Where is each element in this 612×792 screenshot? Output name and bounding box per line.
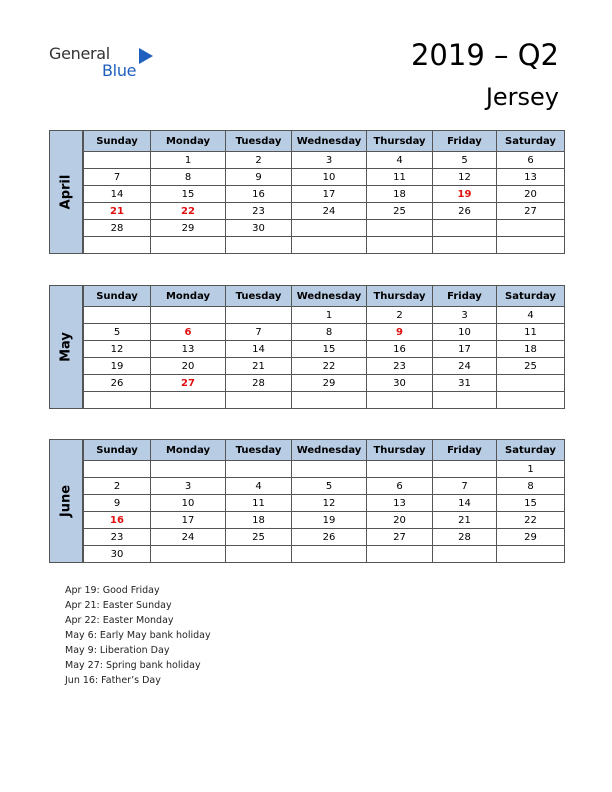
logo-blue-text: Blue (102, 61, 137, 80)
day-cell (226, 461, 292, 478)
month-calendar-june (49, 439, 564, 563)
day-cell: 5 (84, 324, 151, 341)
holiday-note: Apr 21: Easter Sunday (65, 600, 172, 611)
day-cell (292, 392, 367, 409)
day-cell (226, 546, 292, 563)
day-cell: 10 (433, 324, 497, 341)
day-cell: 17 (433, 341, 497, 358)
day-cell: 5 (292, 478, 367, 495)
week-row (84, 461, 565, 478)
day-cell (292, 546, 367, 563)
month-name: May (58, 332, 74, 362)
week-row (84, 186, 565, 203)
day-cell: 15 (292, 341, 367, 358)
week-row (84, 341, 565, 358)
day-cell (433, 461, 497, 478)
week-row (84, 478, 565, 495)
month-grid (83, 439, 565, 563)
day-cell (497, 237, 565, 254)
day-cell (84, 307, 151, 324)
day-cell: 13 (151, 341, 226, 358)
week-row (84, 324, 565, 341)
month-label (49, 285, 83, 409)
day-cell (367, 546, 433, 563)
day-cell: 28 (226, 375, 292, 392)
day-cell (151, 237, 226, 254)
day-cell (367, 392, 433, 409)
holiday-notes (65, 583, 211, 688)
day-cell: 12 (292, 495, 367, 512)
week-row (84, 358, 565, 375)
holiday-note: Apr 22: Easter Monday (65, 615, 174, 626)
day-cell: 11 (497, 324, 565, 341)
day-cell: 23 (226, 203, 292, 220)
day-cell: 26 (433, 203, 497, 220)
week-row (84, 237, 565, 254)
day-cell: 15 (151, 186, 226, 203)
day-cell: 29 (497, 529, 565, 546)
logo-general-text: General (49, 44, 110, 63)
day-cell: 2 (84, 478, 151, 495)
day-cell: 26 (292, 529, 367, 546)
holiday-note: May 27: Spring bank holiday (65, 660, 201, 671)
day-cell: 6 (367, 478, 433, 495)
day-cell: 29 (292, 375, 367, 392)
week-row (84, 495, 565, 512)
week-row (84, 512, 565, 529)
day-cell: 13 (367, 495, 433, 512)
day-cell: 8 (151, 169, 226, 186)
weekday-header: Monday (151, 440, 226, 461)
day-cell (497, 392, 565, 409)
day-cell (226, 307, 292, 324)
day-cell: 18 (497, 341, 565, 358)
day-cell: 24 (292, 203, 367, 220)
day-cell: 19 (84, 358, 151, 375)
day-cell: 5 (433, 152, 497, 169)
day-cell: 3 (433, 307, 497, 324)
region-title: Jersey (485, 83, 559, 111)
day-cell: 14 (433, 495, 497, 512)
day-cell: 27 (151, 375, 226, 392)
day-cell: 18 (226, 512, 292, 529)
day-cell: 19 (433, 186, 497, 203)
day-cell: 24 (433, 358, 497, 375)
month-label (49, 130, 83, 254)
week-row (84, 220, 565, 237)
day-cell: 22 (497, 512, 565, 529)
day-cell (367, 461, 433, 478)
day-cell: 21 (433, 512, 497, 529)
day-cell: 2 (367, 307, 433, 324)
day-cell (84, 392, 151, 409)
day-cell: 3 (151, 478, 226, 495)
month-calendar-april (49, 130, 564, 254)
weekday-header: Thursday (367, 286, 433, 307)
day-cell (151, 461, 226, 478)
day-cell: 11 (226, 495, 292, 512)
day-cell (367, 237, 433, 254)
day-cell: 15 (497, 495, 565, 512)
day-cell: 8 (497, 478, 565, 495)
day-cell: 27 (497, 203, 565, 220)
day-cell: 19 (292, 512, 367, 529)
weekday-header: Friday (433, 131, 497, 152)
day-cell: 21 (84, 203, 151, 220)
weekday-header: Tuesday (226, 286, 292, 307)
day-cell: 14 (84, 186, 151, 203)
day-cell: 20 (367, 512, 433, 529)
day-cell: 1 (497, 461, 565, 478)
weekday-header: Friday (433, 440, 497, 461)
weekday-header: Saturday (497, 440, 565, 461)
day-cell: 17 (151, 512, 226, 529)
day-cell: 9 (367, 324, 433, 341)
day-cell (226, 237, 292, 254)
weekday-header: Wednesday (292, 440, 367, 461)
day-cell: 10 (292, 169, 367, 186)
logo-triangle-icon (139, 48, 153, 64)
day-cell: 9 (84, 495, 151, 512)
day-cell: 18 (367, 186, 433, 203)
day-cell: 20 (151, 358, 226, 375)
day-cell: 12 (433, 169, 497, 186)
day-cell: 13 (497, 169, 565, 186)
day-cell: 21 (226, 358, 292, 375)
weekday-header: Friday (433, 286, 497, 307)
day-cell: 2 (226, 152, 292, 169)
holiday-note: May 9: Liberation Day (65, 645, 170, 656)
day-cell: 9 (226, 169, 292, 186)
day-cell: 23 (84, 529, 151, 546)
weekday-header: Monday (151, 286, 226, 307)
day-cell (433, 220, 497, 237)
day-cell (151, 392, 226, 409)
day-cell: 31 (433, 375, 497, 392)
day-cell: 16 (367, 341, 433, 358)
month-label (49, 439, 83, 563)
weekday-header: Monday (151, 131, 226, 152)
day-cell: 7 (84, 169, 151, 186)
weekday-header: Sunday (84, 440, 151, 461)
day-cell: 11 (367, 169, 433, 186)
day-cell (151, 307, 226, 324)
day-cell: 25 (367, 203, 433, 220)
weekday-header: Wednesday (292, 131, 367, 152)
day-cell (497, 220, 565, 237)
day-cell (367, 220, 433, 237)
day-cell: 14 (226, 341, 292, 358)
day-cell: 30 (84, 546, 151, 563)
holiday-note: Jun 16: Father’s Day (65, 675, 161, 686)
day-cell: 30 (226, 220, 292, 237)
week-row (84, 152, 565, 169)
day-cell: 8 (292, 324, 367, 341)
day-cell: 7 (433, 478, 497, 495)
weekday-header: Saturday (497, 131, 565, 152)
day-cell: 25 (226, 529, 292, 546)
weekday-header: Sunday (84, 286, 151, 307)
day-cell: 23 (367, 358, 433, 375)
weekday-header: Thursday (367, 131, 433, 152)
day-cell: 16 (84, 512, 151, 529)
day-cell: 26 (84, 375, 151, 392)
day-cell: 28 (433, 529, 497, 546)
day-cell: 24 (151, 529, 226, 546)
day-cell (84, 237, 151, 254)
day-cell: 20 (497, 186, 565, 203)
day-cell: 30 (367, 375, 433, 392)
day-cell: 25 (497, 358, 565, 375)
weekday-header: Tuesday (226, 440, 292, 461)
week-row (84, 546, 565, 563)
day-cell: 1 (151, 152, 226, 169)
day-cell: 12 (84, 341, 151, 358)
day-cell (151, 546, 226, 563)
month-name: June (58, 484, 74, 518)
day-cell: 6 (497, 152, 565, 169)
day-cell: 1 (292, 307, 367, 324)
holiday-note: May 6: Early May bank holiday (65, 630, 211, 641)
day-cell: 27 (367, 529, 433, 546)
day-cell: 10 (151, 495, 226, 512)
day-cell (292, 461, 367, 478)
day-cell: 4 (497, 307, 565, 324)
day-cell (433, 392, 497, 409)
weekday-header: Wednesday (292, 286, 367, 307)
day-cell: 4 (226, 478, 292, 495)
day-cell: 7 (226, 324, 292, 341)
day-cell: 16 (226, 186, 292, 203)
page-title: 2019 – Q2 (410, 38, 559, 72)
day-cell (292, 237, 367, 254)
day-cell (497, 546, 565, 563)
weekday-header: Saturday (497, 286, 565, 307)
day-cell: 17 (292, 186, 367, 203)
day-cell: 22 (292, 358, 367, 375)
day-cell: 28 (84, 220, 151, 237)
week-row (84, 307, 565, 324)
week-row (84, 375, 565, 392)
weekday-header: Thursday (367, 440, 433, 461)
day-cell (497, 375, 565, 392)
brand-logo (49, 44, 149, 84)
day-cell (84, 461, 151, 478)
day-cell (84, 152, 151, 169)
day-cell (226, 392, 292, 409)
month-calendar-may (49, 285, 564, 409)
weekday-header: Sunday (84, 131, 151, 152)
month-grid (83, 130, 565, 254)
week-row (84, 529, 565, 546)
day-cell: 22 (151, 203, 226, 220)
weekday-header: Tuesday (226, 131, 292, 152)
day-cell: 29 (151, 220, 226, 237)
month-name: April (58, 174, 74, 210)
day-cell: 6 (151, 324, 226, 341)
day-cell (433, 237, 497, 254)
week-row (84, 203, 565, 220)
month-grid (83, 285, 565, 409)
week-row (84, 392, 565, 409)
day-cell (292, 220, 367, 237)
day-cell: 3 (292, 152, 367, 169)
holiday-note: Apr 19: Good Friday (65, 585, 160, 596)
day-cell (433, 546, 497, 563)
week-row (84, 169, 565, 186)
day-cell: 4 (367, 152, 433, 169)
